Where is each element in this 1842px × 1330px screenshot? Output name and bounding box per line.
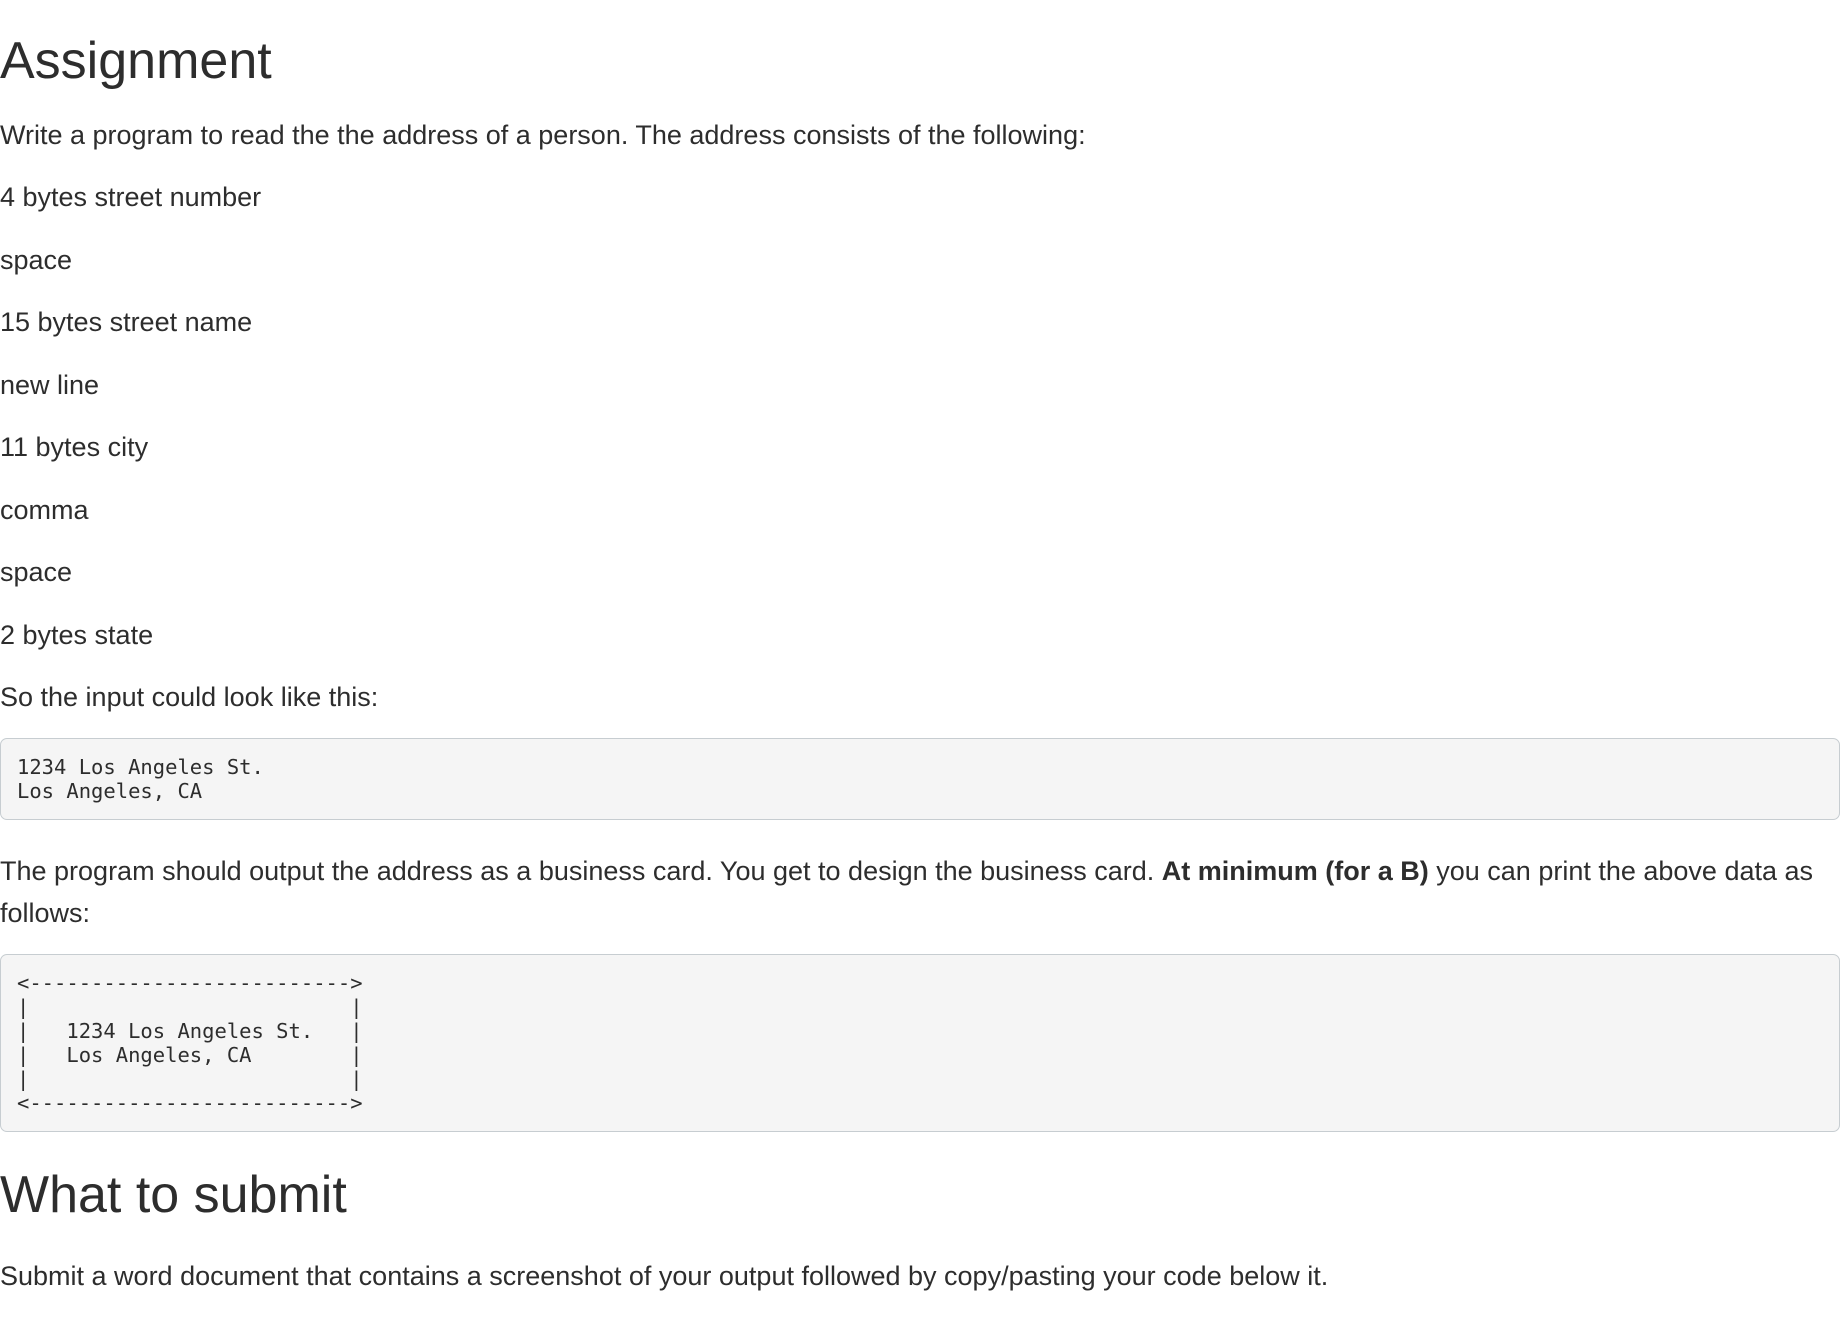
assignment-heading: Assignment [0,32,272,90]
field-city: 11 bytes city [0,432,149,463]
output-text-before: The program should output the address as a business card. You get to design the business card. [0,856,1162,887]
input-example-code-block: 1234 Los Angeles St. Los Angeles, CA [0,738,1840,820]
submit-text: Submit a word document that contains a screenshot of your output followed by copy/pasting your code below it. [0,1260,1329,1291]
business-card-code-block: <--------------------------> | | | 1234 Los Angeles St. | | Los Angeles, CA | | | <--------------------------> [0,954,1840,1132]
input-intro: So the input could look like this: [0,682,379,713]
output-text-bold: At minimum (for a B) [1161,856,1429,887]
field-street-number: 4 bytes street number [0,182,262,213]
field-state: 2 bytes state [0,619,154,650]
field-space-2: space [0,557,73,588]
assignment-intro: Write a program to read the the address of a person. The address consists of the following: [0,120,1086,151]
field-street-name: 15 bytes street name [0,307,253,338]
field-new-line: new line [0,369,100,400]
output-description [0,850,1842,934]
output-text-after: you can print the above data as follows: [0,856,1814,929]
field-comma: comma [0,494,89,525]
field-space-1: space [0,244,73,275]
submit-heading: What to submit [0,1166,347,1225]
